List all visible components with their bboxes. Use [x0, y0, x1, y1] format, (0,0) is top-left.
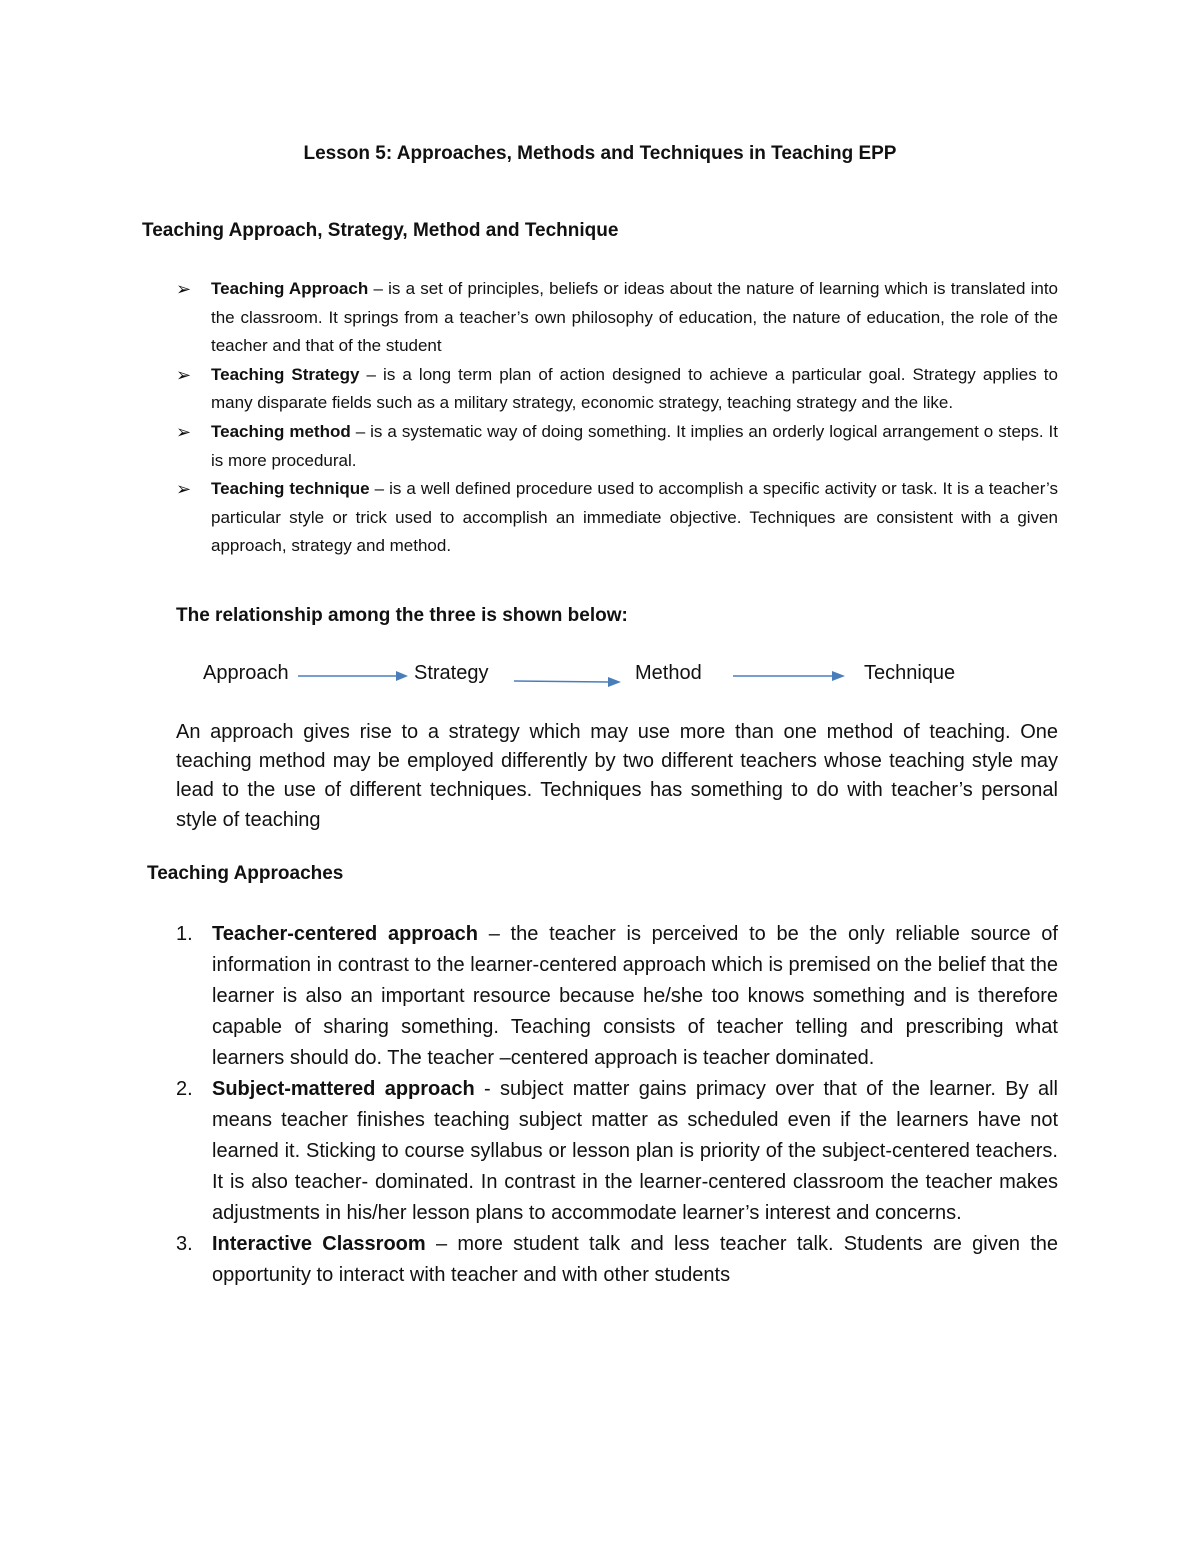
list-number: 3. [176, 1233, 193, 1255]
list-number: 1. [176, 923, 193, 945]
arrow-bullet-icon: ➢ [176, 364, 192, 385]
list-number: 2. [176, 1078, 193, 1100]
approach-term: Teacher-centered approach [212, 923, 478, 945]
definition-text: – is a well defined procedure used to accomplish a specific activity or task. It is a teacher’s particular style or trick used to accomplish an immediate objective. Techniques are consistent with a given approach, strategy and method. [211, 479, 1059, 556]
relationship-heading: The relationship among the three is shown below: [176, 605, 628, 626]
flow-node-strategy: Strategy [414, 662, 489, 684]
approach-term: Interactive Classroom [212, 1233, 426, 1255]
definition-term: Teaching method [211, 421, 351, 441]
flow-node-method: Method [635, 662, 702, 684]
flow-node-technique: Technique [864, 662, 956, 684]
definition-text: – is a long term plan of action designed to achieve a particular goal. Strategy applies to many disparate fields such as a military strategy, economic strategy, teaching strategy and the like. [211, 364, 1058, 413]
definition-list [176, 275, 1058, 561]
definition-item [176, 275, 1058, 361]
definition-term: Teaching technique [211, 479, 370, 499]
approach-item [176, 919, 1058, 1074]
page-title: Lesson 5: Approaches, Methods and Techniques in Teaching EPP [303, 143, 897, 164]
explanation-paragraph: An approach gives rise to a strategy which may use more than one method of teaching. One teaching method may be employed differently by two different teachers whose teaching style may lead to the use of different techniques. Techniques has something to do with teacher’s personal style of teaching [176, 721, 1058, 831]
flow-arrow-approach-to-strategy [298, 671, 408, 681]
flow-node-approach: Approach [203, 662, 289, 684]
arrow-bullet-icon: ➢ [176, 479, 192, 500]
approach-item [176, 1229, 1058, 1291]
flow-arrow-strategy-to-method [514, 677, 621, 687]
section-heading: Teaching Approach, Strategy, Method and Technique [142, 220, 619, 241]
definition-term: Teaching Strategy [211, 364, 360, 384]
definition-item [176, 418, 1058, 475]
approaches-list [176, 919, 1058, 1291]
definition-term: Teaching Approach [211, 279, 369, 298]
approach-text: – more student talk and less teacher talk. Students are given the opportunity to interact with teacher and with other students [212, 1233, 1058, 1286]
flow-arrows [0, 650, 1200, 700]
arrow-bullet-icon: ➢ [176, 279, 192, 299]
relationship-flow-diagram [0, 650, 1200, 700]
flow-arrow-method-to-technique [733, 671, 845, 681]
definition-item [176, 475, 1058, 561]
approach-item [176, 1074, 1058, 1229]
arrow-bullet-icon: ➢ [176, 421, 192, 442]
approach-text: – the teacher is perceived to be the only reliable source of information in contrast to the learner-centered approach which is premised on the belief that the learner is also an important resource because he/she too knows something and is therefore capable of sharing something. Teaching consists of teacher telling and prescribing what learners should do. The teacher –centered approach is teacher dominated. [212, 923, 1058, 1069]
definition-text: – is a set of principles, beliefs or ideas about the nature of learning which is translated into the classroom. It springs from a teacher’s own philosophy of education, the nature of education, the role of the teacher and that of the student [211, 279, 1058, 356]
approaches-heading: Teaching Approaches [147, 863, 344, 884]
definition-text: – is a systematic way of doing something. It implies an orderly logical arrangement o steps. It is more procedural. [211, 421, 1058, 470]
approach-term: Subject-mattered approach [212, 1078, 475, 1100]
definition-item [176, 361, 1058, 418]
approach-text: - subject matter gains primacy over that of the learner. By all means teacher finishes teaching subject matter as scheduled even if the learners have not learned it. Sticking to course syllabus or lesson plan is priority of the subject-centered teachers. It is also teacher- dominated. In contrast in the learner-centered classroom the teacher makes adjustments in his/her lesson plans to accommodate learner’s interest and concerns. [212, 1078, 1058, 1224]
